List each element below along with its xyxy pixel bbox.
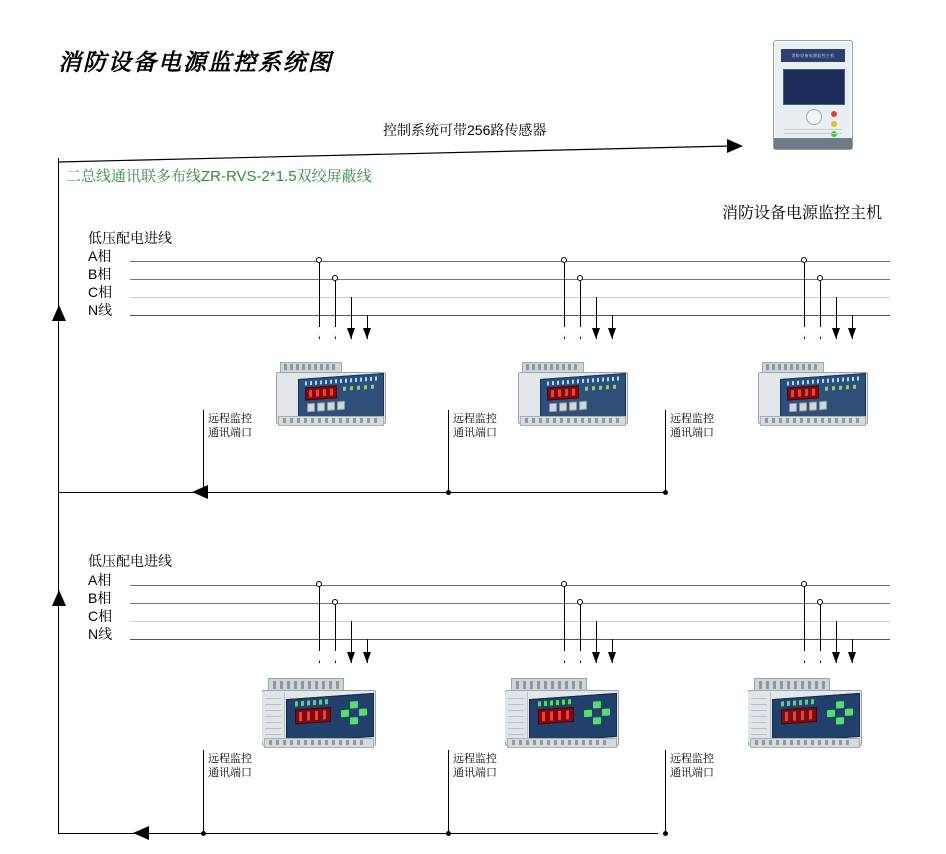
device-green-leds [295, 699, 335, 707]
group-2-junction-3 [663, 831, 668, 836]
group-1-phase-a-label: A相 [88, 248, 112, 264]
device-bottom-terminal [750, 738, 860, 748]
group-1-comm-bus [58, 492, 665, 493]
group-1-dev-2-drop-a [560, 261, 569, 339]
group-1-port-1-label: 远程监控 通讯端口 [208, 413, 252, 439]
group-2-device-3 [748, 678, 860, 750]
host-control-panel [773, 40, 853, 150]
bus-arrow-to-host-icon [727, 139, 743, 153]
group-2-device-1 [262, 678, 374, 750]
group-1-comm-drop-1 [203, 410, 204, 492]
group-2-comm-drop-1 [203, 750, 204, 833]
group-2-port-1-label: 远程监控 通讯端口 [208, 753, 252, 779]
group-1-dev-2-drop-n [608, 315, 617, 339]
main-bus-arrow-up-1-icon [52, 305, 66, 321]
group-1-phase-b-line [130, 279, 890, 280]
group-2-dev-2-drop-a [560, 585, 569, 663]
group-2-dev-1-drop-a [315, 585, 324, 663]
group-2-incoming-label: 低压配电进线 [88, 553, 172, 569]
device-front-panel [529, 693, 617, 743]
host-base [774, 138, 852, 149]
device-status-leds [343, 384, 377, 391]
group-2-dev-1-drop-n [363, 639, 372, 663]
group-1-device-3 [758, 362, 866, 428]
device-status-leds [825, 384, 859, 391]
group-1-dev-1-drop-c [347, 297, 356, 339]
group-2-phase-b-label: B相 [88, 590, 112, 606]
group-1-dev-1-drop-a [315, 261, 324, 339]
device-display [538, 707, 574, 725]
host-knob [806, 109, 822, 125]
host-vent-2 [784, 133, 842, 134]
group-1-dev-2-drop-c [592, 297, 601, 339]
group-1-port-2-label: 远程监控 通讯端口 [453, 413, 497, 439]
device-display [305, 385, 337, 400]
group-1-phase-a-line [130, 261, 890, 262]
group-2-dev-1-drop-c [347, 621, 356, 663]
group-2-phase-n-label: N线 [88, 626, 113, 642]
host-panel-strip: 消防设备电源监控主机 [781, 49, 845, 62]
host-vent-1 [784, 129, 842, 130]
group-2-comm-drop-2 [448, 750, 449, 833]
bus-capacity-label: 控制系统可带256路传感器 [383, 122, 547, 138]
page-title: 消防设备电源监控系统图 [58, 50, 333, 75]
group-2-dev-3-drop-c [832, 621, 841, 663]
device-bottom-terminal [507, 738, 617, 748]
device-keypad [827, 700, 853, 724]
group-1-dev-3-drop-a [800, 261, 809, 339]
device-side-fins [505, 692, 528, 742]
device-buttons [789, 401, 829, 412]
group-1-port-3-label: 远程监控 通讯端口 [670, 413, 714, 439]
group-2-comm-drop-3 [665, 750, 666, 833]
device-status-leds [585, 384, 619, 391]
group-2-phase-a-label: A相 [88, 572, 112, 588]
group-2-phase-n-line [130, 639, 890, 640]
group-1-phase-c-label: C相 [88, 284, 113, 300]
group-1-device-2 [518, 362, 626, 428]
group-1-junction-3 [663, 490, 668, 495]
group-2-dev-3-drop-n [848, 639, 857, 663]
main-bus-arrow-up-2-icon [52, 590, 66, 606]
device-side-fins [262, 692, 285, 742]
group-1-phase-n-label: N线 [88, 302, 113, 318]
group-2-dev-2-drop-c [592, 621, 601, 663]
device-green-leds [538, 699, 578, 707]
group-2-phase-b-line [130, 603, 890, 604]
device-keypad [341, 700, 367, 724]
host-button-yellow [831, 121, 837, 127]
device-bottom-terminal [760, 416, 866, 426]
group-1-dev-3-drop-n [848, 315, 857, 339]
group-2-device-2 [505, 678, 617, 750]
group-1-device-1 [276, 362, 384, 428]
group-1-incoming-label: 低压配电进线 [88, 230, 172, 246]
bus-cable-label: 二总线通讯联多布线ZR-RVS-2*1.5双绞屏蔽线 [66, 168, 372, 185]
device-buttons [549, 401, 589, 412]
group-2-dev-2-drop-n [608, 639, 617, 663]
group-1-phase-b-label: B相 [88, 266, 112, 282]
group-1-dev-3-drop-c [832, 297, 841, 339]
group-1-dev-3-drop-b [816, 279, 825, 339]
host-screen [783, 69, 845, 105]
device-green-leds [781, 699, 821, 707]
device-keypad [584, 700, 610, 724]
group-2-dev-1-drop-b [331, 603, 340, 663]
host-button-red [831, 111, 837, 117]
device-bottom-terminal [278, 416, 384, 426]
group-1-dev-1-drop-n [363, 315, 372, 339]
device-side-fins [748, 692, 771, 742]
group-2-junction-2 [446, 831, 451, 836]
group-1-comm-drop-2 [448, 410, 449, 492]
device-display [787, 385, 819, 400]
host-button-green [831, 131, 837, 137]
host-caption: 消防设备电源监控主机 [722, 205, 883, 222]
group-2-dev-2-drop-b [576, 603, 585, 663]
group-2-port-2-label: 远程监控 通讯端口 [453, 753, 497, 779]
group-2-dev-3-drop-a [800, 585, 809, 663]
group-1-phase-n-line [130, 315, 890, 316]
main-bus-vertical [58, 158, 59, 834]
group-1-junction-2 [446, 490, 451, 495]
group-2-junction-1 [201, 831, 206, 836]
device-display [295, 707, 331, 725]
device-bottom-terminal [520, 416, 626, 426]
bus-line-to-host [58, 140, 758, 165]
group-2-phase-a-line [130, 585, 890, 586]
group-1-phase-c-line [130, 297, 890, 298]
group-1-comm-drop-3 [665, 410, 666, 492]
device-display [547, 385, 579, 400]
group-2-phase-c-line [130, 621, 890, 622]
group-2-comm-bus-arrow-icon [133, 826, 149, 840]
device-buttons [307, 401, 347, 412]
device-display [781, 707, 817, 725]
device-front-panel [772, 693, 860, 743]
device-front-panel [286, 693, 374, 743]
group-2-phase-c-label: C相 [88, 608, 113, 624]
group-2-port-3-label: 远程监控 通讯端口 [670, 753, 714, 779]
group-1-junction-1 [201, 490, 206, 495]
group-1-dev-1-drop-b [331, 279, 340, 339]
group-2-dev-3-drop-b [816, 603, 825, 663]
group-1-dev-2-drop-b [576, 279, 585, 339]
device-bottom-terminal [264, 738, 374, 748]
